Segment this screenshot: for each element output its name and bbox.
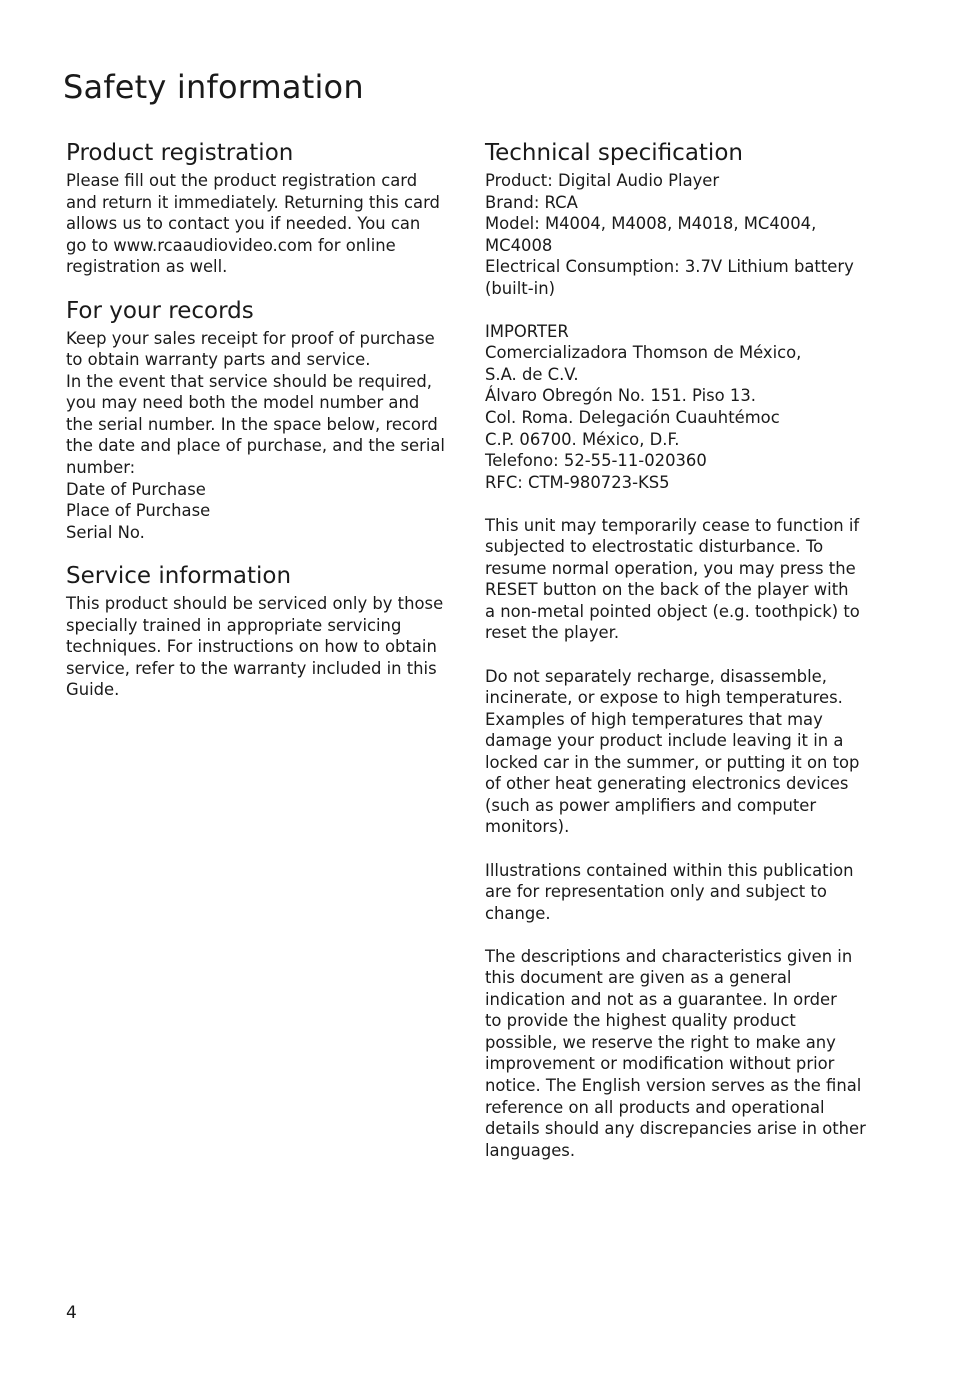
place-of-purchase-label: Place of Purchase bbox=[66, 501, 211, 521]
body-line: reset the player. bbox=[485, 623, 620, 643]
body-line: Brand: RCA bbox=[485, 192, 578, 212]
body-line: damage your product include leaving it in a bbox=[485, 731, 844, 751]
page-number: 4 bbox=[66, 1303, 77, 1323]
serial-no-label: Serial No. bbox=[66, 522, 145, 542]
body-line: Please fill out the product registration card bbox=[66, 171, 418, 190]
body-line: This unit may temporarily cease to function if bbox=[485, 515, 860, 535]
paragraph-gap bbox=[485, 838, 895, 860]
body-line: (such as power amplifiers and computer bbox=[485, 795, 817, 815]
section-heading: For your records bbox=[66, 297, 254, 324]
left-column bbox=[66, 137, 466, 701]
body-line: are for representation only and subject to bbox=[485, 882, 827, 902]
body-line: Model: M4004, M4008, M4018, MC4004, bbox=[485, 214, 817, 234]
body-line: IMPORTER bbox=[485, 321, 569, 341]
section-heading: Technical specification bbox=[485, 140, 743, 166]
body-line: Col. Roma. Delegación Cuauhtémoc bbox=[485, 408, 780, 428]
paragraph-gap bbox=[485, 493, 895, 515]
section-technical-specification bbox=[485, 137, 895, 1161]
body-line: go to www.rcaaudiovideo.com for online bbox=[66, 235, 396, 255]
body-line: change. bbox=[485, 903, 551, 923]
body-line: MC4008 bbox=[485, 235, 553, 255]
body-line: allows us to contact you if needed. You can bbox=[66, 214, 421, 234]
body-line: to obtain warranty parts and service. bbox=[66, 350, 371, 370]
body-line: Álvaro Obregón No. 151. Piso 13. bbox=[485, 386, 756, 406]
body-line: techniques. For instructions on how to obtain bbox=[66, 637, 437, 657]
section-for-your-records bbox=[66, 295, 466, 543]
body-line: In the event that service should be required, bbox=[66, 371, 432, 391]
body-line: C.P. 06700. México, D.F. bbox=[485, 429, 680, 449]
body-line: registration as well. bbox=[66, 257, 228, 277]
body-line: Examples of high temperatures that may bbox=[485, 709, 823, 729]
body-line: indication and not as a guarantee. In order bbox=[485, 989, 837, 1009]
illustrations-paragraph bbox=[485, 860, 895, 925]
body-line: RESET button on the back of the player with bbox=[485, 580, 849, 600]
body-line: of other heat generating electronics devices bbox=[485, 774, 849, 794]
body-line: specially trained in appropriate servicing bbox=[66, 615, 402, 635]
body-line: details should any discrepancies arise in other bbox=[485, 1119, 866, 1139]
paragraph-gap bbox=[485, 299, 895, 321]
section-heading: Product registration bbox=[66, 140, 294, 166]
paragraph-gap bbox=[485, 924, 895, 946]
body-line: possible, we reserve the right to make any bbox=[485, 1032, 836, 1052]
body-line: and return it immediately. Returning this card bbox=[66, 192, 440, 212]
body-line: locked car in the summer, or putting it on top bbox=[485, 752, 860, 772]
body-line: Electrical Consumption: 3.7V Lithium battery bbox=[485, 257, 854, 277]
body-line: Comercializadora Thomson de México, bbox=[485, 343, 802, 363]
body-line: notice. The English version serves as the final bbox=[485, 1075, 862, 1095]
section-service-information bbox=[66, 560, 466, 701]
body-line: monitors). bbox=[485, 817, 570, 837]
importer-paragraph bbox=[485, 321, 895, 493]
section-product-registration bbox=[66, 137, 466, 278]
date-of-purchase-label: Date of Purchase bbox=[66, 479, 206, 499]
body-line: The descriptions and characteristics given in bbox=[485, 946, 853, 966]
body-line: you may need both the model number and bbox=[66, 393, 420, 413]
body-line: this document are given as a general bbox=[485, 968, 792, 988]
spec-paragraph bbox=[485, 170, 895, 299]
esd-paragraph bbox=[485, 515, 895, 644]
body-line: Telefono: 52-55-11-020360 bbox=[485, 451, 707, 471]
body-line: (built-in) bbox=[485, 278, 555, 298]
body-line: the date and place of purchase, and the serial bbox=[66, 436, 445, 456]
body-line: Illustrations contained within this publication bbox=[485, 860, 854, 880]
body-line: Keep your sales receipt for proof of purchase bbox=[66, 328, 435, 348]
body-line: improvement or modification without prior bbox=[485, 1054, 835, 1074]
page-title: Safety information bbox=[63, 68, 364, 106]
body-line: service, refer to the warranty included in this bbox=[66, 658, 437, 678]
body-line: number: bbox=[66, 458, 136, 478]
disclaimer-paragraph bbox=[485, 946, 895, 1161]
right-column bbox=[485, 137, 895, 1161]
body-line: the serial number. In the space below, record bbox=[66, 414, 438, 434]
body-line: Product: Digital Audio Player bbox=[485, 171, 720, 190]
body-line: resume normal operation, you may press the bbox=[485, 558, 856, 578]
body-line: subjected to electrostatic disturbance. To bbox=[485, 537, 824, 557]
body-line: incinerate, or expose to high temperatures. bbox=[485, 688, 843, 708]
body-line: to provide the highest quality product bbox=[485, 1011, 796, 1031]
paragraph-gap bbox=[485, 644, 895, 666]
body-line: RFC: CTM-980723-KS5 bbox=[485, 472, 670, 492]
body-line: reference on all products and operational bbox=[485, 1097, 825, 1117]
body-line: Do not separately recharge, disassemble, bbox=[485, 666, 827, 686]
battery-warning-paragraph bbox=[485, 666, 895, 838]
section-heading: Service information bbox=[66, 563, 292, 590]
body-line: This product should be serviced only by those bbox=[66, 594, 444, 614]
body-line: a non-metal pointed object (e.g. toothpick) to bbox=[485, 601, 860, 621]
body-line: S.A. de C.V. bbox=[485, 364, 579, 384]
body-line: Guide. bbox=[66, 680, 120, 700]
body-line: languages. bbox=[485, 1140, 576, 1160]
